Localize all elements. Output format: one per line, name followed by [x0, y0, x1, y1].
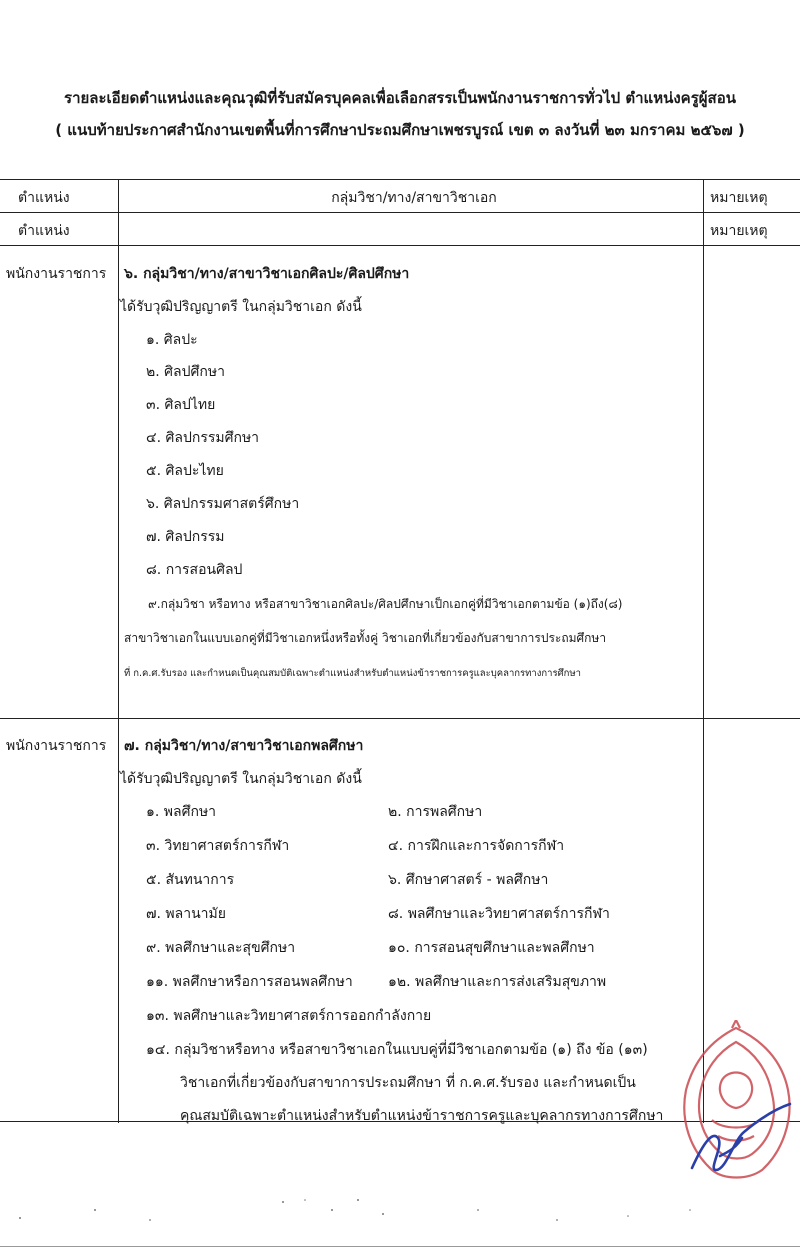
section7-item: ๘. พลศึกษาและวิทยาศาสตร์การกีฬา: [388, 906, 610, 922]
section6-item: ๕. ศิลปะไทย: [146, 463, 224, 479]
section7-item: ๙. พลศึกษาและสุขศึกษา: [146, 940, 296, 956]
table-rule: [0, 212, 800, 213]
section6-item: ๗. ศิลปกรรม: [146, 529, 225, 545]
section7-intro: ได้รับวุฒิปริญญาตรี ในกลุ่มวิชาเอก ดังนี้: [120, 771, 362, 787]
page-bottom-rule: [0, 1246, 800, 1247]
header-line-1: รายละเอียดตำแหน่งและคุณวุฒิที่รับสมัครบุคคลเพื่อเลือกสรรเป็นพนักงานราชการทั่วไป ตำแหน่งครูผู้สอน: [64, 89, 736, 107]
section6-intro: ได้รับวุฒิปริญญาตรี ในกลุ่มวิชาเอก ดังนี้: [120, 299, 362, 315]
section6-item: ๑. ศิลปะ: [146, 332, 198, 348]
section7-item: ๑๓. พลศึกษาและวิทยาศาสตร์การออกกำลังกาย: [146, 1008, 432, 1024]
section7-item14-line: คุณสมบัติเฉพาะตำแหน่งสำหรับตำแหน่งข้าราชการครูและบุคลากรทางการศึกษา: [180, 1108, 664, 1124]
section6-item: ๒. ศิลปศึกษา: [146, 364, 225, 380]
section6-item9-line: ที่ ก.ค.ศ.รับรอง และกำหนดเป็นคุณสมบัติเฉพาะตำแหน่งสำหรับตำแหน่งข้าราชการครูและบุคลากรทางการศึกษา: [124, 668, 581, 679]
table-rule: [0, 718, 800, 719]
section7-item: ๗. พลานามัย: [146, 906, 226, 922]
section7-item: ๔. การฝึกและการจัดการกีฬา: [388, 838, 565, 854]
section6-item: ๘. การสอนศิลป: [146, 562, 243, 578]
section6-item: ๔. ศิลปกรรมศึกษา: [146, 430, 260, 446]
repeat-header-position: ตำแหน่ง: [18, 223, 70, 239]
column-header-position: ตำแหน่ง: [18, 190, 70, 206]
section6-item9-line: สาขาวิชาเอกในแบบเอกคู่ที่มีวิชาเอกหนึ่งหรือทั้งคู่ วิชาเอกที่เกี่ยวข้องกับสาขาการประถมศึกษา: [124, 631, 607, 645]
scan-speckle-dots: [0, 1180, 800, 1250]
section6-item9-line: ๙.กลุ่มวิชา หรือทาง หรือสาขาวิชาเอกศิลปะ/ศิลปศึกษาเป็กเอกคู่ที่มีวิชาเอกตามข้อ (๑)ถึง(๘): [148, 597, 623, 611]
table-divider: [703, 179, 704, 1123]
section7-item: ๑. พลศึกษา: [146, 804, 217, 820]
section7-item: ๑๐. การสอนสุขศึกษาและพลศึกษา: [388, 940, 595, 956]
official-seal-stamp: [672, 1020, 800, 1190]
qualification-table: [0, 179, 800, 1123]
section6-title: ๖. กลุ่มวิชา/ทาง/สาขาวิชาเอกศิลปะ/ศิลปศึกษา: [124, 266, 410, 282]
header-line-2: ( แนบท้ายประกาศสำนักงานเขตพื้นที่การศึกษาประถมศึกษาเพชรบูรณ์ เขต ๓ ลงวันที่ ๒๓ มกราคม ๒๕๖๗ ): [55, 121, 745, 139]
section7-item: ๓. วิทยาศาสตร์การกีฬา: [146, 838, 290, 854]
section7-position: พนักงานราชการ: [6, 738, 107, 754]
section7-title: ๗. กลุ่มวิชา/ทาง/สาขาวิชาเอกพลศึกษา: [124, 738, 364, 754]
column-header-note: หมายเหตุ: [710, 190, 768, 206]
section7-item: ๑๑. พลศึกษาหรือการสอนพลศึกษา: [146, 974, 353, 990]
section7-item: ๖. ศึกษาศาสตร์ - พลศึกษา: [388, 872, 549, 888]
section7-item14-line: วิชาเอกที่เกี่ยวข้องกับสาขาการประถมศึกษา ที่ ก.ค.ศ.รับรอง และกำหนดเป็น: [180, 1075, 636, 1091]
column-header-subject: กลุ่มวิชา/ทาง/สาขาวิชาเอก: [331, 190, 497, 206]
repeat-header-note: หมายเหตุ: [710, 223, 768, 239]
section6-item: ๓. ศิลปไทย: [146, 397, 216, 413]
table-rule: [0, 245, 800, 246]
section7-item: ๕. สันทนาการ: [146, 872, 235, 888]
section6-item: ๖. ศิลปกรรมศาสตร์ศึกษา: [146, 496, 300, 512]
section7-item: ๑๒. พลศึกษาและการส่งเสริมสุขภาพ: [388, 974, 607, 990]
table-rule: [0, 179, 800, 180]
table-divider: [118, 179, 119, 1123]
section6-position: พนักงานราชการ: [6, 266, 107, 282]
section7-item: ๒. การพลศึกษา: [388, 804, 483, 820]
section7-item14-line: ๑๔. กลุ่มวิชาหรือทาง หรือสาขาวิชาเอกในแบบคู่ที่มีวิชาเอกตามข้อ (๑) ถึง ข้อ (๑๓): [146, 1042, 648, 1058]
